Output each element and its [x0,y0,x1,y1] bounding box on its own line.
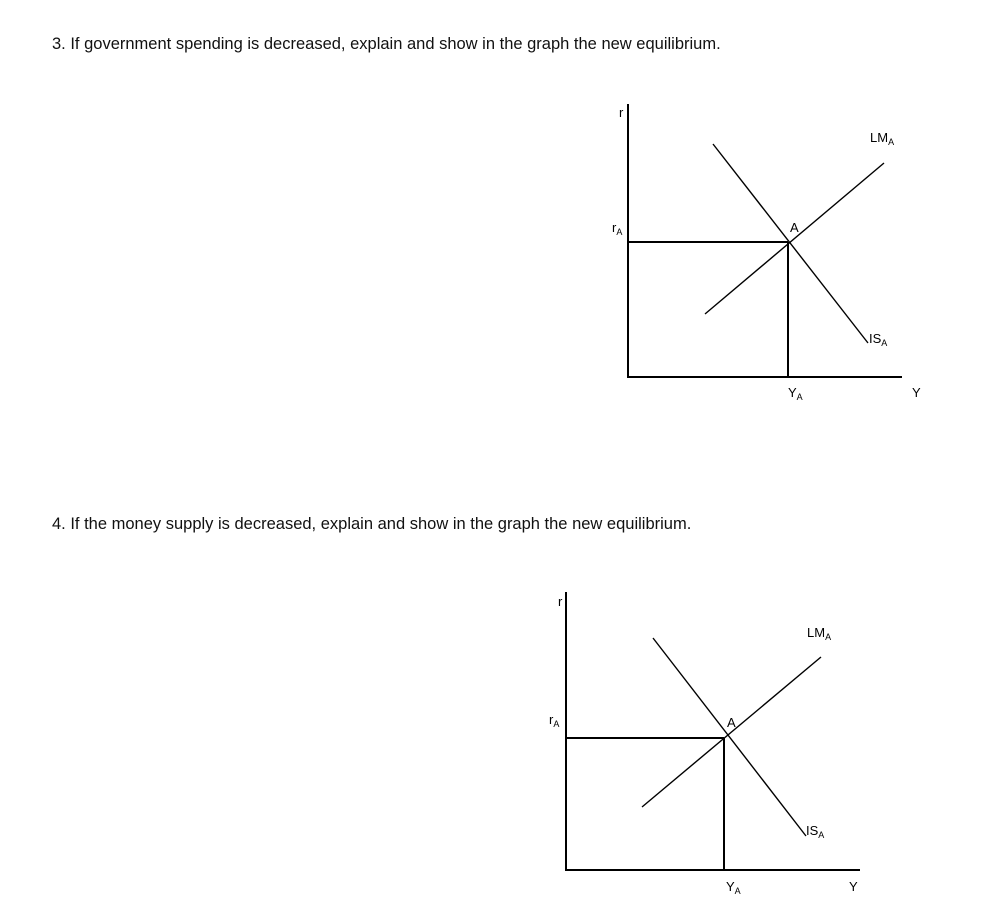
r-axis-label: r [619,105,624,120]
question-4: 4. If the money supply is decreased, explain and show in the graph the new equilibrium. [52,515,692,533]
y-equilibrium-label: $Y_A$ [788,385,803,402]
y-equilibrium-label: $Y_A$ [726,879,741,896]
is-curve-label: $IS_A$ [806,823,825,840]
r-equilibrium-label: $r_A$ [549,712,560,729]
equilibrium-point-label: A [790,220,799,235]
lm-curve [642,657,821,807]
y-axis-label: Y [912,385,921,400]
question-3: 3. If government spending is decreased, explain and show in the graph the new equilibrium. [52,35,721,53]
r-axis-label: r [558,594,563,609]
is-curve-label: $IS_A$ [869,331,888,348]
r-equilibrium-label: $r_A$ [612,220,623,237]
y-axis-label: Y [849,879,858,894]
equilibrium-point-label: A [727,715,736,730]
lm-curve-label: $LM_A$ [807,625,832,642]
lm-curve-label: $LM_A$ [870,130,895,147]
